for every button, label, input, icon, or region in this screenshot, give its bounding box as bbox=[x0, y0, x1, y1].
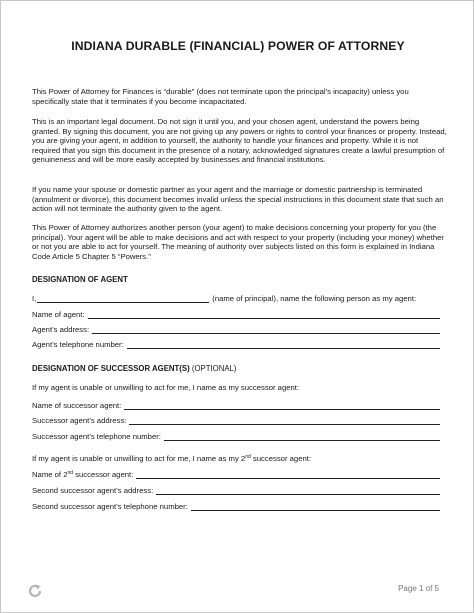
second-successor-name-label: Name of 2nd successor agent: bbox=[32, 470, 134, 479]
agent-address-field[interactable] bbox=[92, 325, 440, 334]
principal-suffix-label: (name of principal), name the following person as my agent: bbox=[212, 294, 417, 303]
agent-address-label: Agent’s address: bbox=[32, 325, 90, 334]
designation-successor-heading: DESIGNATION OF SUCCESSOR AGENT(S) (OPTIONAL) bbox=[32, 364, 237, 373]
successor-address-label: Successor agent’s address: bbox=[32, 416, 127, 425]
successor-phone-row bbox=[32, 430, 440, 441]
successor-address-row bbox=[32, 414, 440, 425]
principal-i-label: I, bbox=[32, 294, 37, 303]
second-successor-intro: If my agent is unable or unwilling to act for me, I name as my 2nd successor agent: bbox=[32, 454, 312, 463]
successor-intro: If my agent is unable or unwilling to act for me, I name as my successor agent: bbox=[32, 383, 300, 392]
agent-name-row bbox=[32, 308, 440, 319]
optional-label: (OPTIONAL) bbox=[191, 364, 237, 373]
paragraph-durable: This Power of Attorney for Finances is “durable” (does not terminate upon the principal’s incapacity) unless you specifically state that it terminates if you become incapacitated. bbox=[32, 87, 409, 106]
second-successor-phone-field[interactable] bbox=[191, 502, 440, 511]
agent-phone-field[interactable] bbox=[127, 340, 440, 349]
agent-address-row bbox=[32, 323, 440, 334]
paragraph-spouse: If you name your spouse or domestic partner as your agent and the marriage or domestic partnership is terminated (annulment or divorce), this document becomes invalid unless the special instructions in this document state that such an action will not terminate the authority given to the agent. bbox=[32, 185, 444, 214]
second-successor-name-field[interactable] bbox=[136, 470, 440, 479]
designation-agent-heading: DESIGNATION OF AGENT bbox=[32, 275, 128, 284]
successor-name-field[interactable] bbox=[124, 401, 440, 410]
agent-name-label: Name of agent: bbox=[32, 310, 85, 319]
second-successor-name-row bbox=[32, 468, 440, 479]
successor-address-field[interactable] bbox=[129, 416, 440, 425]
refresh-arrow-logo-icon bbox=[27, 583, 43, 599]
successor-name-row bbox=[32, 399, 440, 410]
successor-phone-field[interactable] bbox=[164, 432, 440, 441]
agent-phone-label: Agent’s telephone number: bbox=[32, 340, 124, 349]
paragraph-authorization: This Power of Attorney authorizes another person (your agent) to make decisions concerning your property for you (the principal). Your agent will be able to make decisions and act with respect to your property (including your money) whether or not you are able to act for yourself. The meaning of authority over subjects listed on this form is explained in Indiana Code Article 5 Chapter 5 “Powers.” bbox=[32, 223, 444, 261]
second-successor-address-field[interactable] bbox=[156, 486, 440, 495]
agent-name-field[interactable] bbox=[88, 310, 440, 319]
second-successor-address-row bbox=[32, 484, 440, 495]
document-title: INDIANA DURABLE (FINANCIAL) POWER OF ATTORNEY bbox=[71, 39, 405, 53]
principal-name-field[interactable] bbox=[37, 294, 209, 303]
second-successor-phone-label: Second successor agent’s telephone number: bbox=[32, 502, 188, 511]
page-number: Page 1 of 5 bbox=[398, 584, 439, 593]
successor-name-label: Name of successor agent: bbox=[32, 401, 122, 410]
successor-phone-label: Successor agent’s telephone number: bbox=[32, 432, 161, 441]
principal-name-row bbox=[32, 292, 440, 303]
second-successor-phone-row bbox=[32, 500, 440, 511]
second-successor-address-label: Second successor agent’s address: bbox=[32, 486, 154, 495]
agent-phone-row bbox=[32, 338, 440, 349]
paragraph-legal-notice: This is an important legal document. Do not sign it until you, and your chosen agent, understand the powers being granted. By signing this document, you are not giving up any powers or rights to control your finances or property. Instead, you are giving your agent, in addition to yourself, the authority to handle your finances and property. While it is not required that you sign this document in the presence of a notary, acknowledged signatures create a lawful presumption of genuineness and will be more easily accepted by businesses and financial institutions. bbox=[32, 117, 447, 165]
